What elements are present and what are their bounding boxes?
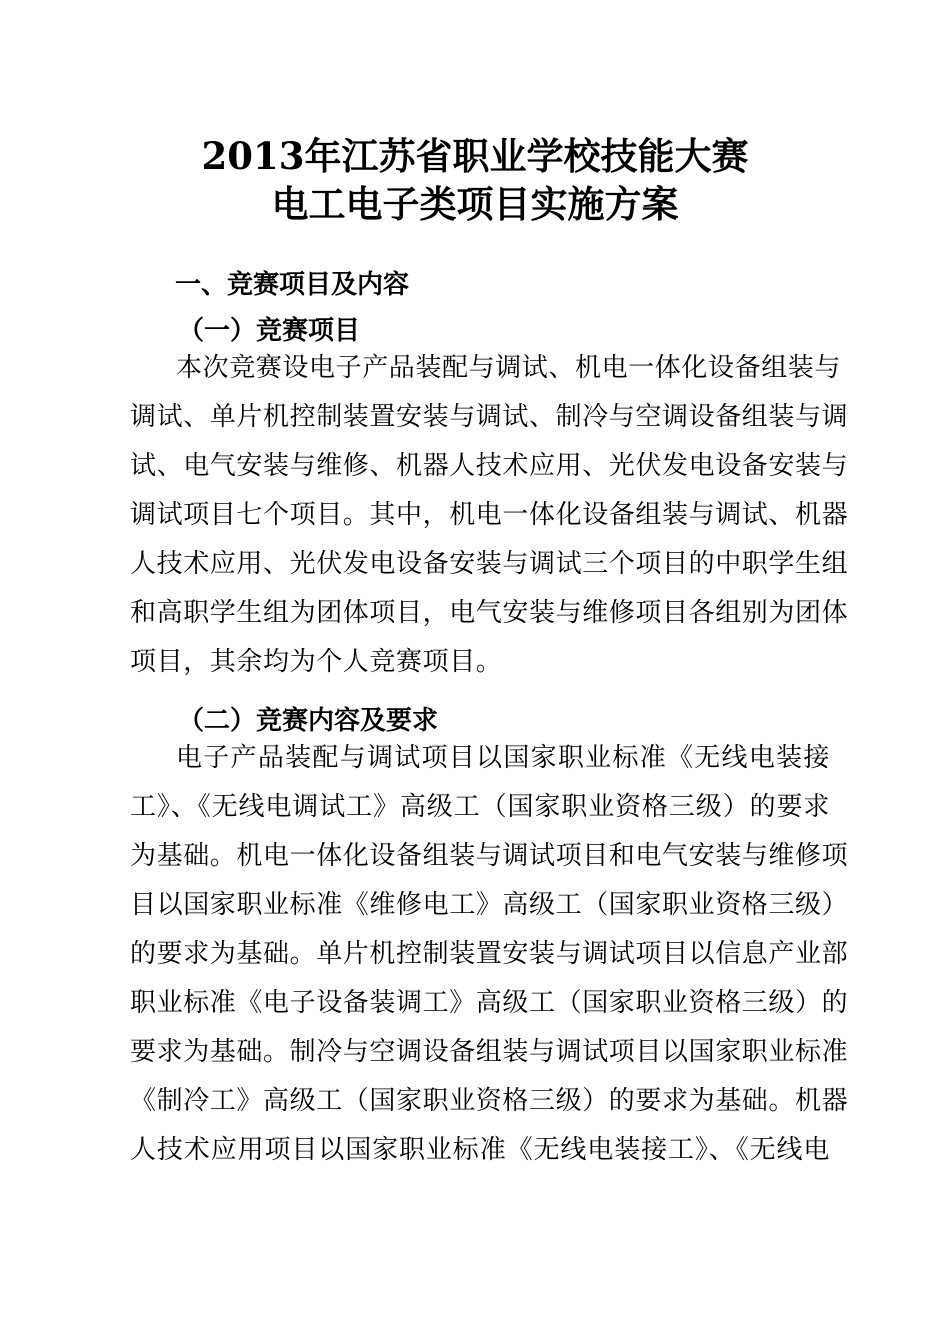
section-heading-1: 一、竞赛项目及内容 <box>175 270 410 300</box>
paragraph-line: 工》、《无线电调试工》高级工（国家职业资格三级）的要求 <box>130 792 830 822</box>
paragraph-line: 人技术应用项目以国家职业标准《无线电装接工》、《无线电 <box>130 1135 830 1165</box>
paragraph-line: 要求为基础。制冷与空调设备组装与调试项目以国家职业标准 <box>130 1037 849 1067</box>
paragraph-line: 目以国家职业标准《维修电工》高级工（国家职业资格三级） <box>130 890 849 920</box>
paragraph-line: 的要求为基础。单片机控制装置安装与调试项目以信息产业部 <box>130 939 849 969</box>
paragraph-line: 和高职学生组为团体项目，电气安装与维修项目各组别为团体 <box>130 598 849 628</box>
paragraph-competition-content <box>130 734 849 1175</box>
paragraph-line: 试、电气安装与维修、机器人技术应用、光伏发电设备安装与 <box>130 451 849 481</box>
paragraph-line: 为基础。机电一体化设备组装与调试项目和电气安装与维修项 <box>130 841 849 871</box>
subsection-heading-1: （一）竞赛项目 <box>178 316 361 346</box>
paragraph-line: 《制冷工》高级工（国家职业资格三级）的要求为基础。机器 <box>130 1086 849 1116</box>
paragraph-line: 项目，其余均为个人竞赛项目。 <box>130 647 503 677</box>
paragraph-competition-items <box>130 344 849 687</box>
document-title-line-1: 2013年江苏省职业学校技能大赛 <box>201 134 749 178</box>
paragraph-line: 职业标准《电子设备装调工》高级工（国家职业资格三级）的 <box>130 988 849 1018</box>
document-title-line-2: 电工电子类项目实施方案 <box>271 182 679 226</box>
paragraph-line: 调试、单片机控制装置安装与调试、制冷与空调设备组装与调 <box>130 402 849 432</box>
paragraph-line: 调试项目七个项目。其中，机电一体化设备组装与调试、机器 <box>130 500 849 530</box>
paragraph-line: 人技术应用、光伏发电设备安装与调试三个项目的中职学生组 <box>130 549 849 579</box>
subsection-heading-2: （二）竞赛内容及要求 <box>178 706 439 736</box>
paragraph-line: 本次竞赛设电子产品装配与调试、机电一体化设备组装与 <box>176 353 842 383</box>
paragraph-line: 电子产品装配与调试项目以国家职业标准《无线电装接 <box>176 743 830 773</box>
